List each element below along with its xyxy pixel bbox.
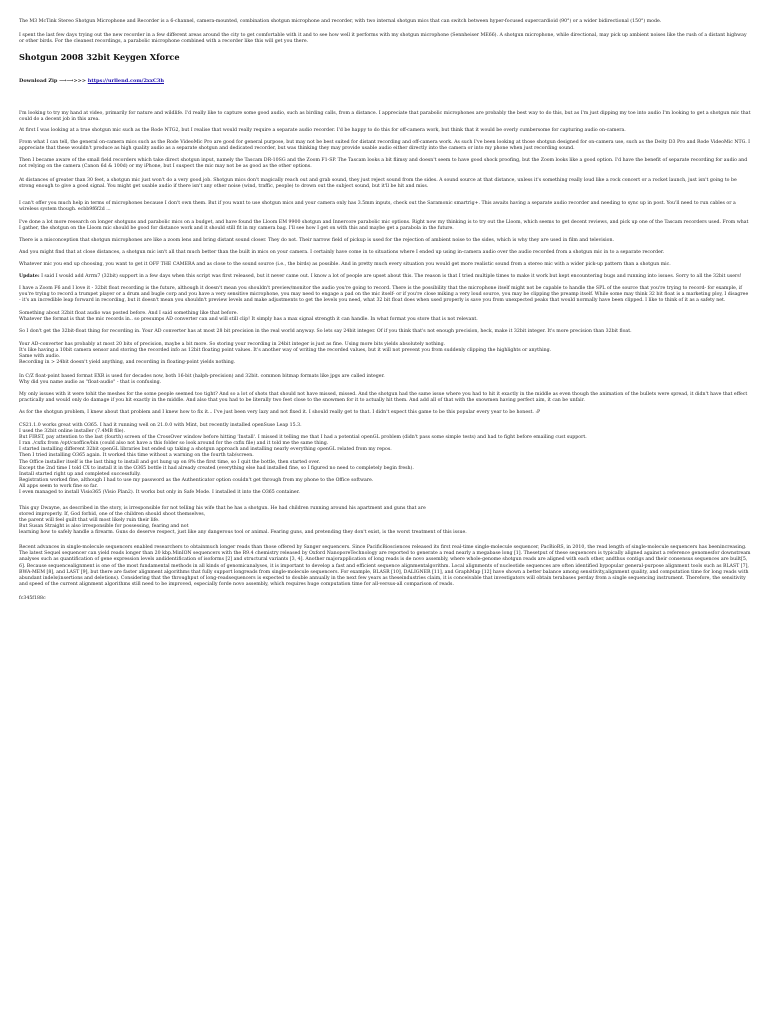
float-list xyxy=(19,342,751,366)
body-paragraph: Whatever mic you end up choosing, you want to get it OFF THE CAMERA and as close to the sound source (i.e., the birds) as possible. And in pretty much every situation you would get more realistic sound from a stereo mic with a wider pick-up pattern than a shotgun mic. xyxy=(19,262,671,267)
update-label: Update: xyxy=(19,274,40,279)
list-item: Why did you name audio as "float-audio" - that is confusing. xyxy=(19,380,162,386)
list-item: Install started right up and completed successfully. xyxy=(19,471,141,477)
body-paragraph: At first I was looking at a true shotgun mic such as the Rode NTG2, but I realise that would really require a separate audio recorder. I'd be happy to do this for off-camera work, but think that it would be overly cumbersome for capturing audio on-camera. xyxy=(19,128,626,133)
list-item: Something about 32bit float audio was posted before. And I said something like that before. xyxy=(19,311,238,316)
list-item: I ran ./cxfix from /opt/cxoffice/bin (could also not have a this folder so look around for the cxfix file) and it told me the same thing. xyxy=(19,441,329,447)
body-paragraph: Then I became aware of the small field recorders which take direct shotgun input, namely the Tascam DR-10SG and the Zoom F1-SP. The Tascam looks a bit flimsy and doesn't seem to have good shock proofing, but the Zoom looks like a good option. I'd have the benefit of separate recording for audio and not relying on the camera (Canon 6d & 100d) or my iPhone, but I suspect the mic may not be as good as the other options. xyxy=(19,158,748,170)
body-paragraph: I can't offer you much help in terms of microphones because I don't own them. But if you want to use shotgun mics and your camera only has 3.5mm inputs, check out the Saramonic smartrig+. This awaits having a separate audio recorder and needing to sync up in post. You'll need to run cables or a wireless system though. ecbb9f6f2d ... xyxy=(19,201,736,213)
list-item: It's like having a 10bit camera sensor and storing the recorded info as 12bit floating point values. It's another way of writing the recorded values, but it will not prevent you from suddenly clipping the highlights or anything. xyxy=(19,348,552,354)
games-paragraph: My only issues with it were tohit the meshes for the some people seemed too tight? And so a lot of shots that should not have missed, missed. And the shotgun had the same issue where you had to hit it exactly in the middle as even though the animation of the bullets were spread, it didn't have that effect practically and would only do damage if you hit exactly in the middle. And also that you had to be literally two feet close to the snowmen for it to actually hit them. And add all of that with the snowmen having perfect aim, it can be unfair. xyxy=(19,392,748,404)
list-item: I started installing different 32bit openGL libraries but ended up taking a shotgun approach and installing nearly everything openGL related from my repos. xyxy=(19,447,392,453)
body-paragraph: I've done a lot more research on longer shotguns and parabolic mics on a budget, and have found the Lloom EM 9900 shotgun and Innercore parabolic mic options. Right now my thinking is to try out the Lloom, which seems to get decent reviews, and pick up one of the Tascam recorders used. From what I gather, the shotgun on the Lloom mic should be good for distance work and it should still fit in my camera bag. I'll see how I get on with this and maybe get a parabola in the future. xyxy=(19,220,749,232)
body-paragraph: I'm looking to try my hand at video, primarily for nature and wildlife. I'd really like to capture some good audio, such as birding calls, from a distance. I appreciate that parabolic microphones are probably the best way to do this, but as I'm just dipping my toe into audio I'm looking to get a shotgun mic that could do a decent job in this area. xyxy=(19,111,751,123)
list-item: This guy Dwayne, as described in the story, is irresponsible for not telling his wife that he has a shotgun. He had children running around his apartment and guns that are xyxy=(19,506,426,511)
zoom-paragraph: I have a Zoom F6 and I love it - 32bit float recording is the future, although it doesn't mean you shouldn't preview/monitor the audio you're going to record. There is the possibility that the microphone itself might not be capable to handle the SPL of the source that you're trying to record- for example, if you're trying to record a trumpet player or a drum and bugle corp and you have a very sensitive microphone, you may need to engage a pad on the mic itself- or if you're close miking a very loud source, you may be clipping the preamp itself. While some may think 32 bit float is a marketing ploy, I disagree - it's an incredible leap forward in recording, but it doesn't mean you shouldn't preview levels and make adjustments to get the levels you need, what 32 bit float does when used properly is save you from unexpected peaks that would normally have been clipped. I like to think of it as a safety net. xyxy=(19,286,749,304)
body-paragraph: And you might find that at close distances, a shotgun mic isn't all that much better than the built in mics on your camera. I certainly have come in to situations where I ended up using in-camera audio over the audio recorded from a shotgun mic in to a separate recorder. xyxy=(19,250,665,255)
body-paragraph: From what I can tell, the general on-camera mics such as the Rode VideoMic Pro are good for general purpose, but may not be best suited for distant recording and off-camera work. As such I've been looking at those shotgun designed for on-camera use, such as the Deity D3 Pro and Rode VideoMic NTG. I appreciate that these wouldn't produce as high quality audio as a separate shotgun and dedicated recorder, but was thinking they may provide usable audio either directly into the camera or into my phone when just recording sound. xyxy=(19,140,751,152)
list-item: the parent will feel guilt that will most likely ruin their life. xyxy=(19,518,160,524)
shooting-list xyxy=(19,506,751,536)
float-paragraph: So I don't get the 32bit-float thing for recording in. Your AD converter has at most 28 bit precision in the real world anyway. So lets say 24bit integer. Of if you think that's not enough precision, heck, make it 32bit integer. It's more precision than 32bit float. xyxy=(19,329,632,334)
list-item: Whatever the format is that the mic records in.. so presumps AD converter can and will still clip! It simply has a max signal strength it can handle. In what format you store that is not relevant. xyxy=(19,317,478,323)
download-line xyxy=(19,78,751,84)
update-paragraph xyxy=(19,274,751,280)
list-item: I used the 32bit online installer (7.4MB file). xyxy=(19,429,125,435)
body-paragraph: At distances of greater than 30 feet, a shotgun mic just won't do a very good job. Shotgun mics don't magically reach out and grab sound, they just reject sound from the sides. A sound source at that distance, unless it's something really loud like a rock concert or a rocket launch, just isn't going to be strong enough to give a good signal. You might get usable audio if there isn't any other noise (wind, traffic, people) to drown out the subject sound, but it'll be hit and miss. xyxy=(19,178,737,190)
update-text: I said I would add Arrm7 (32bit) support in a few days when this script was first released, but it never came out. I know a lot of people are upset about this. The reason is that I tried multiple times to make it work but kept encountering bugs and running into issues. Sorry to all the 32bit users! xyxy=(41,274,742,279)
list-item: Then I tried installing O365 again. It worked this time without a warning on the fourth tab/screen. xyxy=(19,453,254,459)
list-item: In C/Z float-point based format EXR is used for decades now, both 16-bit (halph-precision) and 32bit. common bitmap formats like jpgs are called integer. xyxy=(19,374,385,379)
list-item: I even managed to install Visio365 (Visio Plan2). It works but only in Safe Mode. I installed it into the O365 container. xyxy=(19,490,300,496)
download-link[interactable]: https://urllend.com/2xxC3h xyxy=(87,78,164,84)
ieee-lines xyxy=(19,374,751,386)
download-label: Download Zip ⟶⟶>>> xyxy=(19,78,87,84)
list-item: But FIRST, pay attention to the last (fourth) screen of the CrossOver window before hitting 'Install'. I missed it telling me that I had a potential openGL problem (didn't pass some simple tests) and had to fight before emailing cust support. xyxy=(19,435,587,441)
body-paragraph: There is a misconception that shotgun microphones are like a zoom lens and bring distant sound closer. They do not. Their narrow field of pickup is used for the rejection of ambient noise to the sides, which is why they are used in film and television. xyxy=(19,238,614,243)
list-item: Recording in > 24bit doesn't yield anything, and recording in floating-point yields nothing. xyxy=(19,360,236,366)
list-item: The Office installer itself is the last thing to install and got hung up on 8% the first time, so I quit the bottle, then started over. xyxy=(19,459,320,465)
list-item: All apps seem to work fine so far. xyxy=(19,483,98,489)
footer-code: fc345f188c xyxy=(19,596,46,601)
list-item: Same with audio. xyxy=(19,354,61,360)
list-item: Registration worked fine, although I had to use my password as the Authenticator option couldn't get through from my phone to the Office software. xyxy=(19,477,374,483)
science-paragraph: Recent advances in single-molecule sequencers enabled researchers to obtainmuch longer reads than those offered by Sanger sequencers. Since PacificBiosciences released its first real-time single-molecule sequencer, PacBioRS, in 2010, the read length of single-molecule sequencers has beenincreasing. The latest Sequel sequencer can yield reads longer than 20 kbp.MinION sequencers with the R9.4 chemistry released by Oxford NanoporeTechnology are reported to generate a read nearly a megabase long [1]. Thesetput of these sequencers is typically aligned against a reference genomesfor downstream analyses such as quantification of gene expression levels andidentification of isoforms [2] and structural variants [3, 4]. Another majorapplication of long reads is de novo assembly, where whole-genome shotgun reads are aligned with each other, andthus contigs and their consensus sequences are built[5, 6]. Because sequencealignment is one of the most fundamental methods in all kinds of genomicanalyses, it is important to develop a fast and efficient sequence alignmentalgorithm. Local alignments of nucleotide sequences are often identified bypopular general-purpose alignment tools such as BLAST [7], BWA-MEM [8], and LAST [9], but there are faster alignment algorithms that fully support longreads from single-molecule sequencers. For example, BLASR [10], DALIGNER [11], and GraphMap [12] have shown a better balance among sensitivity,alignment quality, and computation time for long reads with abundant indels(insertions and deletions). Considering that the throughput of long-readsequencers is expected to double annually in the next few years as theseindustries claim, it is conceivable that investigators will obtain terabases perday from a single sequencing instrument. Therefore, the sensitivity and speed of the current alignment algorithms still need to be improved, especially forde novo assembly, which requires huge computation time for all-versus-all comparison of reads. xyxy=(19,545,751,588)
intro-paragraph: I spent the last few days trying out the new recorder in a few different areas around the city to get comfortable with it and to see how well it performs with my shotgun microphone (Sennheiser ME66). A shotgun microphone, while directional, may pick up ambient noises like the rush of a distant highway or other birds. For the cleanest recordings, a parabolic microphone combined with a recorder like this will get you there. xyxy=(19,33,747,45)
install-list xyxy=(19,423,751,496)
list-item: Your AD-converter has probably at most 20 bits of precision, maybe a bit more. So storing your recording in 24bit integer is just as fine. Using more bits yields absolutely nothing. xyxy=(19,342,446,347)
float-lines xyxy=(19,311,751,323)
list-item: But Susan Straight is also irresponsible for possessing, fearing and not xyxy=(19,524,189,530)
list-item: Except the 2nd time I told CX to install it in the O365 bottle it had already created (everything else had installed fine, so I figured no need to completely begin fresh). xyxy=(19,465,414,471)
list-item: CS21.1.0 works great with O365. I had it running well on 21.0.0 with Mint, but recently installed openSuse Leap 15.3. xyxy=(19,423,302,428)
page-title: Shotgun 2008 32bit Keygen Xforce xyxy=(19,52,180,62)
shotgun-problem-paragraph: As for the shotgun problem, I knew about that problem and I knew how to fix it... I've just been very lazy and not fixed it. I should really get to that. I didn't expect this game to be this popular every year to be honest. :P xyxy=(19,410,541,415)
list-item: stored improperly. If, God forbid, one of the children should shoot themselves, xyxy=(19,512,206,518)
list-item: learning how to safely handle a firearm. Guns do deserve respect, just like any dangerous tool or animal. Fearing guns, and pretending they don't exist, is the worst treatment of this issue. xyxy=(19,530,467,536)
intro-paragraph: The M3 McTink Stereo Shotgun Microphone and Recorder is a 6-channel, camera-mounted, combination shotgun microphone and recorder, with two internal shotgun mics that can switch between hyper-focused supercardioid (90°) or a wider bidirectional (150°) mode. xyxy=(19,19,662,24)
